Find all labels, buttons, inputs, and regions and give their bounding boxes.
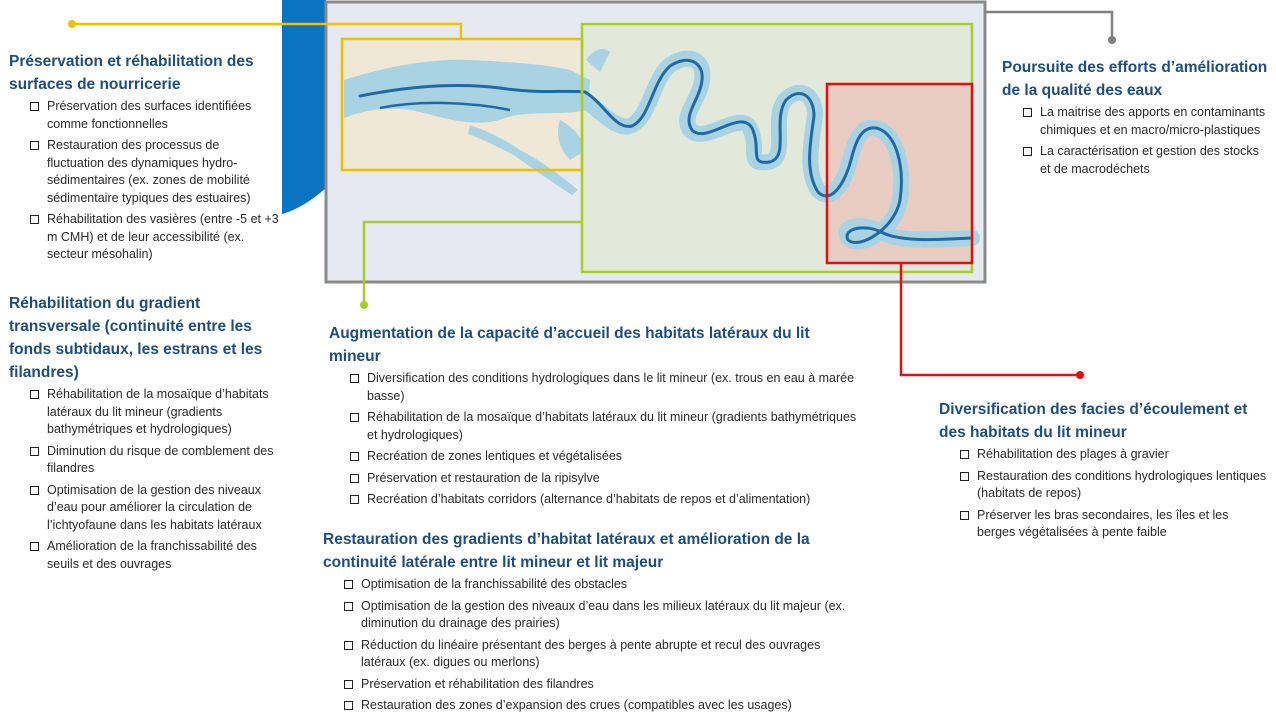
block-title: Augmentation de la capacité d’accueil des habitats latéraux du lit mineur [329, 325, 810, 365]
list-item: Diminution du risque de comblement des filandres [29, 443, 284, 478]
block-continuite-laterale [323, 528, 863, 719]
list-item: Préserver les bras secondaires, les îles et les berges végétalisées à pente faible [959, 507, 1269, 542]
list-item: Réhabilitation de la mosaïque d’habitats latéraux du lit mineur (gradients bathymétriques et hydrologiques) [29, 386, 284, 439]
list-item: La caractérisation et gestion des stocks et de macrodéchets [1022, 143, 1272, 178]
list-item: Diversification des conditions hydrologiques dans le lit mineur (ex. trous en eau à marée basse) [349, 370, 859, 405]
list-item: Recréation de zones lentiques et végétalisées [349, 448, 859, 466]
list-item: Préservation des surfaces identifiées comme fonctionnelles [29, 98, 279, 133]
block-title: Préservation et réhabilitation des surfaces de nourricerie [9, 53, 254, 93]
list-item: Réduction du linéaire présentant des berges à pente abrupte et recul des ouvrages latéraux (ex. digues ou merlons) [343, 637, 863, 672]
list-item: Amélioration de la franchissabilité des seuils et des ouvrages [29, 538, 284, 573]
list-item: Réhabilitation de la mosaïque d’habitats latéraux du lit mineur (gradients bathymétriques et hydrologiques) [349, 409, 859, 444]
list-item: Optimisation de la gestion des niveaux d’eau dans les milieux latéraux du lit majeur (ex. diminution du drainage des prairies) [343, 598, 863, 633]
block-water-quality [1002, 56, 1272, 182]
block-title: Restauration des gradients d’habitat latéraux et amélioration de la continuité latérale entre lit mineur et lit majeur [323, 531, 810, 571]
sea-area [282, 0, 326, 214]
block-gradient-transversal [9, 292, 284, 577]
list-item: Préservation et réhabilitation des filandres [343, 676, 863, 694]
list-item: Réhabilitation des plages à gravier [959, 446, 1269, 464]
list-item: Optimisation de la franchissabilité des obstacles [343, 576, 863, 594]
list-item: La maitrise des apports en contaminants chimiques et en macro/micro-plastiques [1022, 104, 1272, 139]
block-capacite-accueil [329, 322, 859, 513]
list-item: Restauration des zones d’expansion des crues (compatibles avec les usages) [343, 697, 863, 715]
list-item: Réhabilitation des vasières (entre -5 et +3 m CMH) et de leur accessibilité (ex. secteur mésohalin) [29, 211, 279, 264]
block-title: Poursuite des efforts d’amélioration de la qualité des eaux [1002, 59, 1268, 99]
block-title: Diversification des facies d’écoulement et des habitats du lit mineur [939, 401, 1248, 441]
list-item: Optimisation de la gestion des niveaux d’eau pour améliorer la circulation de l’ichtyofaune dans les habitats latéraux [29, 482, 284, 535]
list-item: Préservation et restauration de la ripisylve [349, 470, 859, 488]
connector-water-quality [985, 12, 1116, 44]
block-facies [939, 398, 1269, 546]
block-nourricerie [9, 50, 279, 268]
list-item: Restauration des processus de fluctuation des dynamiques hydro-sédimentaires (ex. zones de mobilité sédimentaire typiques des estuaires) [29, 137, 279, 207]
list-item: Recréation d’habitats corridors (alternance d’habitats de repos et d’alimentation) [349, 491, 859, 509]
block-title: Réhabilitation du gradient transversale (continuité entre les fonds subtidaux, les estrans et les filandres) [9, 295, 263, 381]
list-item: Restauration des conditions hydrologiques lentiques (habitats de repos) [959, 468, 1269, 503]
